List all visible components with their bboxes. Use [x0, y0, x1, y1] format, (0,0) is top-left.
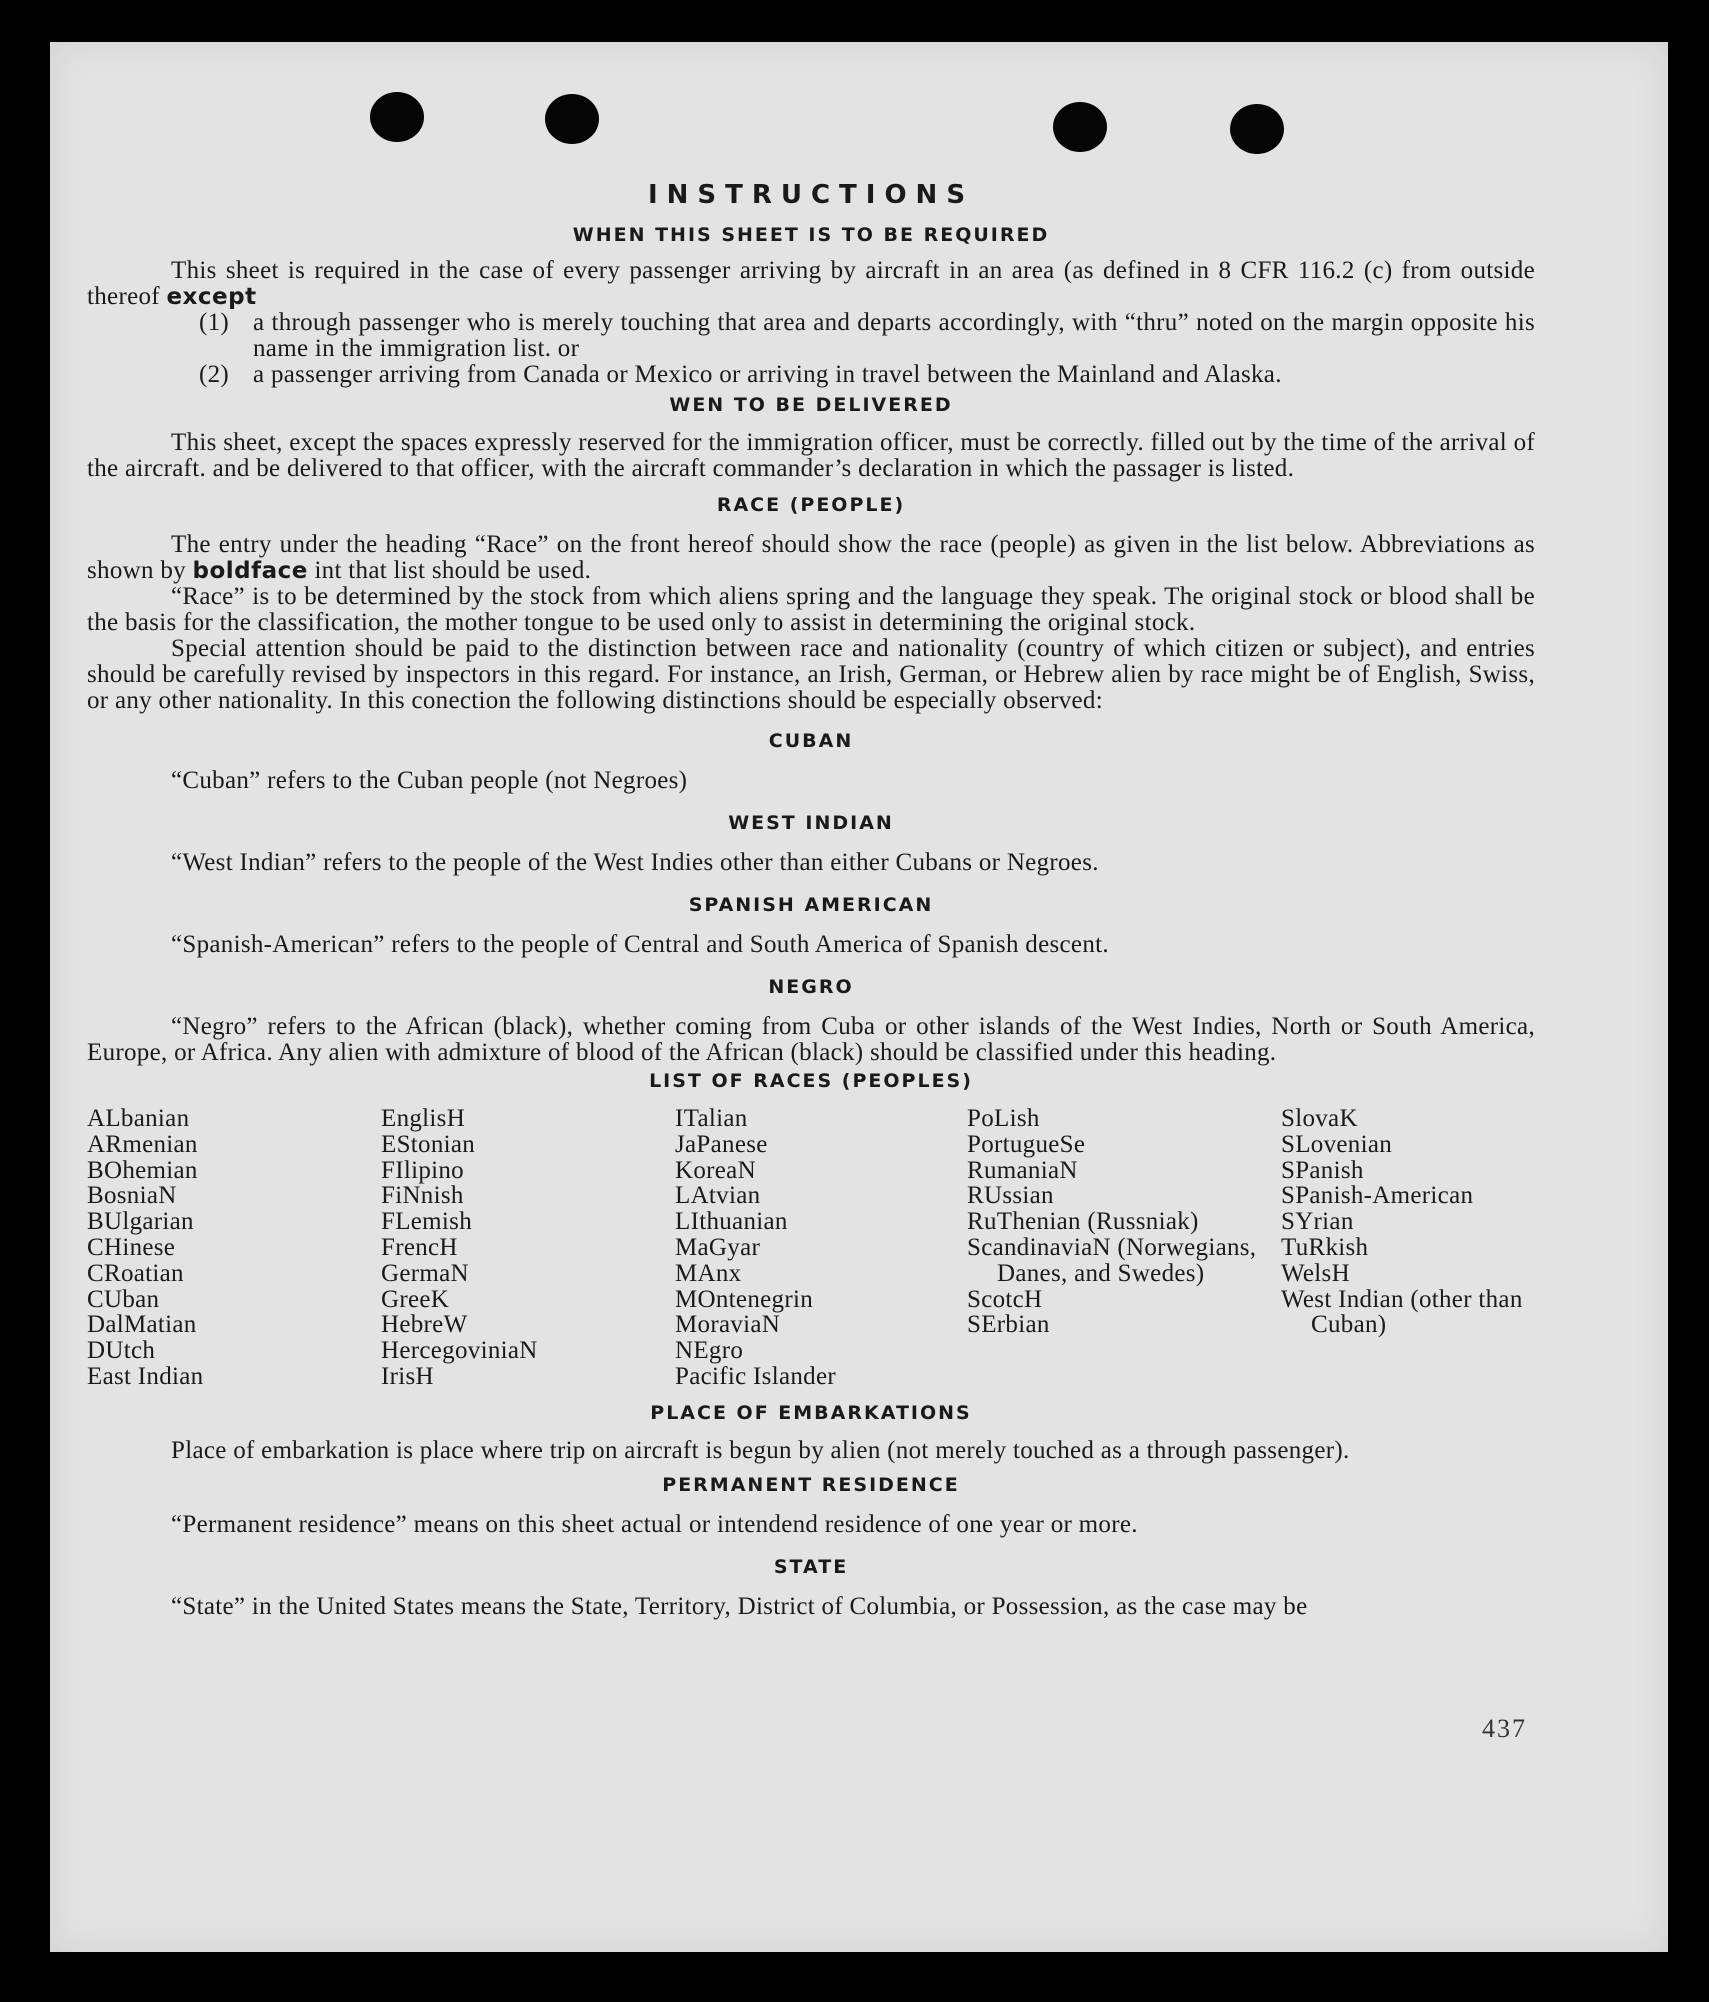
races-list [87, 1106, 1535, 1390]
race-entry: West Indian (other than Cuban) [1281, 1285, 1523, 1339]
races-column [1281, 1106, 1535, 1390]
heading-required: WHEN THIS SHEET IS TO BE REQUIRED [572, 224, 1050, 246]
race-entry: RumaniaN [967, 1156, 1078, 1184]
heading-race: RACE (PEOPLE) [716, 494, 906, 516]
race-entry: CHinese [87, 1233, 176, 1261]
races-column [87, 1106, 381, 1390]
race-entry: EnglisH [381, 1105, 466, 1132]
race-entry: GermaN [381, 1259, 469, 1287]
race-entry: ARmenian [87, 1130, 198, 1158]
race-entry: SErbian [967, 1311, 1050, 1339]
heading-delivered: WEN TO BE DELIVERED [669, 394, 953, 416]
race-entry: DalMatian [87, 1311, 197, 1339]
race-entry: CUban [87, 1285, 160, 1313]
race-paragraph-3: Special attention should be paid to the distinction between race and nationality (country of which citizen or subject), and entries should be carefully revised by inspectors in this regard. For instance, an Irish, German, or Hebrew alien by race might be of English, Swiss, or any other nationality. In this conection the following distinctions should be especially observed: [87, 635, 1535, 714]
race-entry: WelsH [1281, 1259, 1350, 1287]
races-column [381, 1106, 675, 1390]
race-entry: East Indian [87, 1362, 204, 1390]
state-text: “State” in the United States means the State, Territory, District of Columbia, or Possession, as the case may be [171, 1592, 1308, 1620]
except-word: except [166, 284, 257, 310]
delivered-text: This sheet, except the spaces expressly reserved for the immigration officer, must be correctly. filled out by the time of the arrival of the aircraft. and be delivered to that officer, with the aircraft commander’s declaration in which the passager is listed. [87, 429, 1535, 482]
required-item: (2) a passenger arriving from Canada or Mexico or arriving in travel between the Mainland and Alaska. [199, 361, 1282, 388]
races-column [967, 1106, 1281, 1390]
race-entry: LAtvian [675, 1182, 761, 1210]
race-entry: FrencH [381, 1233, 458, 1261]
race-entry: SPanish-American [1281, 1182, 1474, 1210]
race-paragraph-1: The entry under the heading “Race” on the front hereof should show the race (people) as given in the list below. Abbreviations as shown by boldface int that list should be used. [87, 531, 1535, 584]
race-entry: GreeK [381, 1285, 450, 1313]
race-entry: KoreaN [675, 1156, 756, 1184]
west-indian-text: “West Indian” refers to the people of the West Indies other than either Cubans or Negroes. [171, 849, 1099, 876]
race-entry: FLemish [381, 1208, 472, 1236]
race-entry: BOhemian [87, 1156, 198, 1184]
instructions-content [87, 180, 1535, 1620]
race-entry: HebreW [381, 1311, 468, 1339]
race-entry: PoLish [967, 1105, 1040, 1132]
race-entry: NEgro [675, 1337, 744, 1365]
page-stamp: 437 [1482, 1714, 1527, 1743]
races-column [675, 1106, 967, 1390]
race-entry: SYrian [1281, 1208, 1354, 1236]
embarkation-text: Place of embarkation is place where trip on aircraft is begun by alien (not merely touched as a through passenger). [171, 1436, 1350, 1464]
race-entry: EStonian [381, 1130, 476, 1158]
punch-hole [1230, 104, 1284, 154]
race-entry: IrisH [381, 1362, 434, 1390]
race-entry: Pacific Islander [675, 1362, 836, 1390]
race-entry: SlovaK [1281, 1105, 1358, 1132]
race-entry: PortugueSe [967, 1130, 1086, 1158]
race-entry: TuRkish [1281, 1233, 1369, 1261]
heading-state: STATE [773, 1555, 849, 1578]
heading-list-of-races: LIST OF RACES (PEOPLES) [649, 1070, 973, 1092]
race-entry: LIthuanian [675, 1208, 788, 1236]
race-entry: ALbanian [87, 1105, 190, 1132]
heading-permanent-residence: PERMANENT RESIDENCE [662, 1473, 960, 1496]
spanish-american-text: “Spanish-American” refers to the people of Central and South America of Spanish descent. [171, 931, 1109, 958]
heading-cuban: CUBAN [768, 730, 854, 752]
required-item: (1) a through passenger who is merely touching that area and departs accordingly, with “thru” noted on the margin opposite his name in the immigration list. or [199, 309, 1535, 362]
heading-negro: NEGRO [768, 976, 854, 998]
race-paragraph-2: “Race” is to be determined by the stock from which aliens spring and the language they speak. The original stock or blood shall be the basis for the classification, the mother tongue to be used only to assist in determining the original stock. [87, 583, 1535, 636]
punch-hole [545, 94, 599, 144]
punch-hole [370, 92, 424, 142]
residence-text: “Permanent residence” means on this sheet actual or intendend residence of one year or more. [171, 1510, 1138, 1538]
race-entry: FIlipino [381, 1156, 464, 1184]
race-entry: RuThenian (Russniak) [967, 1208, 1199, 1236]
cuban-text: “Cuban” refers to the Cuban people (not Negroes) [171, 767, 688, 794]
race-entry: ScotcH [967, 1285, 1043, 1313]
race-entry: JaPanese [675, 1130, 768, 1158]
heading-spanish-american: SPANISH AMERICAN [688, 894, 934, 916]
required-intro: This sheet is required in the case of every passenger arriving by aircraft in an area (as defined in 8 CFR 116.2 (c) from outside thereof except [87, 257, 1535, 310]
race-entry: FiNnish [381, 1182, 464, 1210]
boldface-word: boldface [192, 558, 308, 584]
heading-embarkation: PLACE OF EMBARKATIONS [650, 1401, 972, 1424]
negro-text: “Negro” refers to the African (black), whether coming from Cuba or other islands of the West Indies, North or South America, Europe, or Africa. Any alien with admixture of blood of the African (black) should be classified under this heading. [87, 1013, 1535, 1066]
page-title: INSTRUCTIONS [647, 180, 975, 210]
race-entry: RUssian [967, 1182, 1054, 1210]
heading-west-indian: WEST INDIAN [728, 812, 894, 834]
document-page [50, 42, 1668, 1952]
race-entry: DUtch [87, 1337, 156, 1365]
race-entry: CRoatian [87, 1259, 184, 1287]
race-entry: SPanish [1281, 1156, 1364, 1184]
race-entry: BosniaN [87, 1182, 177, 1210]
race-entry: ScandinaviaN (Norwegians, Danes, and Swedes) [967, 1233, 1257, 1287]
race-entry: MOntenegrin [675, 1285, 813, 1313]
race-entry: MoraviaN [675, 1311, 781, 1339]
race-entry: BUlgarian [87, 1208, 194, 1236]
race-entry: ITalian [675, 1105, 748, 1132]
punch-hole [1053, 102, 1107, 152]
race-entry: HercegoviniaN [381, 1337, 538, 1365]
race-entry: MaGyar [675, 1233, 761, 1261]
race-entry: MAnx [675, 1259, 742, 1287]
race-entry: SLovenian [1281, 1130, 1393, 1158]
